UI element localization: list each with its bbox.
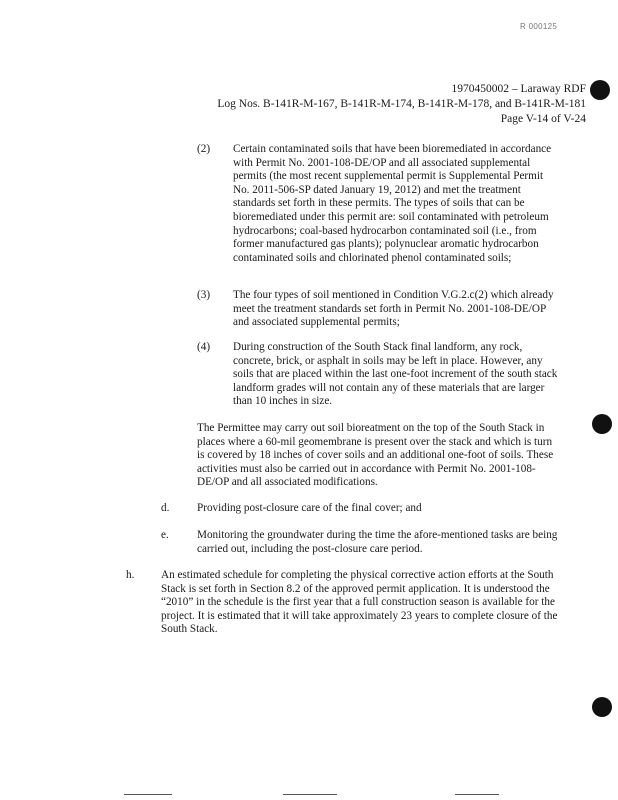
punch-hole-bottom	[592, 697, 612, 717]
item-3-label: (3)	[197, 289, 211, 301]
footer-rule-right	[455, 794, 499, 795]
header-log-nos: Log Nos. B-141R-M-167, B-141R-M-174, B-141R-M-178, and B-141R-M-181	[217, 98, 586, 110]
header-page-number: Page V-14 of V-24	[500, 113, 586, 125]
punch-hole-middle	[592, 414, 612, 434]
bates-stamp: R 000125	[520, 22, 558, 31]
item-4-text: During construction of the South Stack final landform, any rock, concrete, brick, or asphalt in soils may be left in place. However, any soils that are placed within the last one-foot increment of the south stack landform grades will not contain any of these materials that are larger than 10 inches in size.	[233, 341, 558, 408]
footer-rule-center	[283, 794, 337, 795]
item-3-text: The four types of soil mentioned in Condition V.G.2.c(2) which already meet the treatment standards set forth in Permit No. 2001-108-DE/OP and associated supplemental permits;	[233, 289, 554, 329]
header-doc-id: 1970450002 – Laraway RDF	[451, 83, 586, 95]
item-2-label: (2)	[197, 143, 211, 155]
item-4-label: (4)	[197, 341, 211, 353]
item-d-label: d.	[161, 502, 170, 514]
item-2-text: Certain contaminated soils that have been bioremediated in accordance with Permit No. 2001-108-DE/OP and all associated supplemental permits (the most recent supplemental permit is Supplemental Permit No. 2011-506-SP dated January 19, 2012) and met the treatment standards set forth in these permits. The types of soils that can be bioremediated under this permit are: soil contaminated with petroleum hydrocarbons; coal-based hydrocarbon contaminated soil (i.e., from former manufactured gas plants); polynuclear aromatic hydrocarbon contaminated soils and chlorinated phenol contaminated soils;	[233, 143, 552, 264]
item-d-text: Providing post-closure care of the final cover; and	[197, 502, 422, 514]
item-e-label: e.	[161, 529, 169, 541]
item-e-text: Monitoring the groundwater during the time the afore-mentioned tasks are being carried out, including the post-closure care period.	[197, 529, 558, 555]
item-h-label: h.	[126, 569, 135, 581]
item-h-text: An estimated schedule for completing the physical corrective action efforts at the South Stack is set forth in Section 8.2 of the approved permit application. It is understood the “2010” in the schedule is the first year that a full construction season is available for the project. It is estimated that it will take approximately 23 years to complete closure of the South Stack.	[161, 569, 558, 636]
bioreatment-paragraph: The Permittee may carry out soil bioreatment on the top of the South Stack in places where a 60-mil geomembrane is present over the stack and which is turn is covered by 18 inches of cover soils and an additional one-foot of soils. These activities must also be carried out in accordance with Permit No. 2001-108-DE/OP and all associated modifications.	[197, 422, 554, 489]
punch-hole-top	[590, 80, 610, 100]
footer-rule-left	[124, 794, 172, 795]
